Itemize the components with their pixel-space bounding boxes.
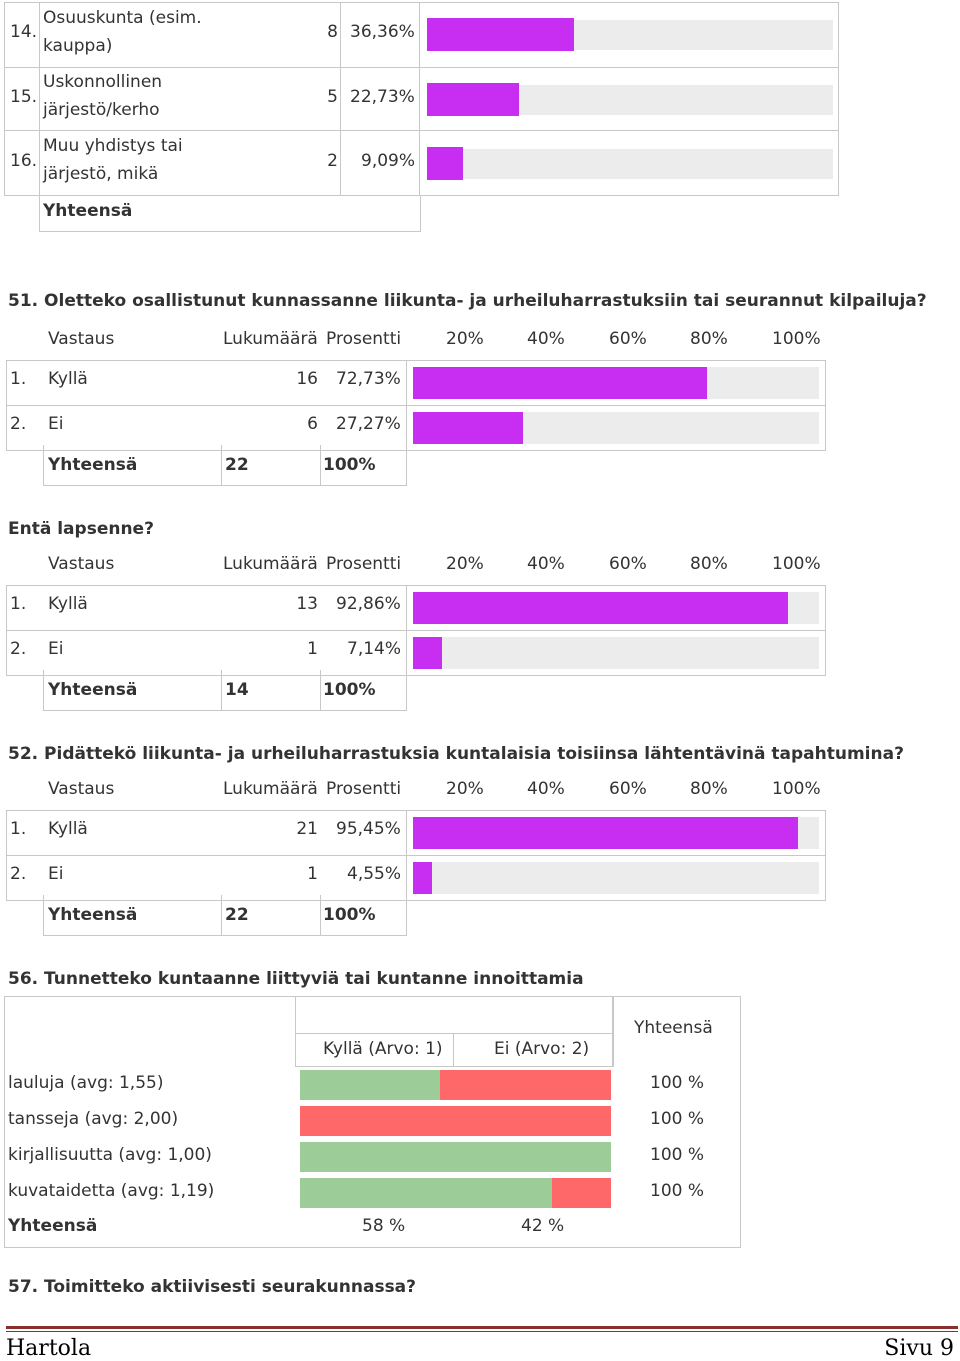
tick-label: 60% — [609, 329, 647, 349]
row-percent: 92,86% — [336, 594, 401, 614]
tick-label: 40% — [527, 329, 565, 349]
row-total: 100 % — [650, 1181, 705, 1201]
bar-yes — [300, 1178, 552, 1208]
row-count: 13 — [296, 594, 318, 614]
header-percent: Prosentti — [326, 329, 402, 349]
row-percent: 72,73% — [336, 369, 401, 389]
row-label: kirjallisuutta (avg: 1,00) — [8, 1145, 212, 1165]
row-total: 100 % — [650, 1145, 705, 1165]
row-count: 1 — [307, 639, 318, 659]
tick-label: 80% — [690, 779, 728, 799]
bar-fill — [413, 367, 707, 399]
row-number: 2. — [10, 414, 27, 434]
row-percent: 4,55% — [347, 864, 402, 884]
total-count: 22 — [225, 455, 249, 475]
table-cell — [295, 996, 613, 1034]
bar-no — [440, 1070, 611, 1100]
tick-label: 100% — [772, 329, 821, 349]
row-label: Ei — [48, 414, 64, 434]
total-no: 42 % — [521, 1216, 565, 1236]
row-label: Uskonnollinen — [43, 72, 163, 92]
row-number: 2. — [10, 639, 27, 659]
row-count: 21 — [296, 819, 318, 839]
header-count: Lukumäärä — [223, 554, 318, 574]
bar-fill — [427, 18, 574, 51]
total-label: Yhteensä — [43, 201, 133, 221]
total-percent: 100% — [323, 455, 376, 475]
total-percent: 100% — [323, 680, 376, 700]
row-count: 5 — [327, 87, 338, 107]
header-answer: Vastaus — [48, 554, 115, 574]
row-count: 6 — [307, 414, 318, 434]
footer-left: Hartola — [6, 1336, 92, 1361]
question-title: 57. Toimitteko aktiivisesti seurakunnassa? — [8, 1277, 417, 1297]
row-percent: 9,09% — [361, 151, 416, 171]
row-label: tansseja (avg: 2,00) — [8, 1109, 179, 1129]
tick-label: 100% — [772, 554, 821, 574]
header-answer: Vastaus — [48, 779, 115, 799]
bar-fill — [427, 147, 463, 180]
total-label: Yhteensä — [48, 680, 138, 700]
bar-fill — [413, 817, 798, 849]
header-no: Ei (Arvo: 2) — [494, 1039, 590, 1059]
footer-rule — [6, 1331, 958, 1332]
question-title: 51. Oletteko osallistunut kunnassanne liikunta- ja urheiluharrastuksiin tai seurannut kilpailuja? — [8, 291, 927, 311]
header-percent: Prosentti — [326, 779, 402, 799]
tick-label: 80% — [690, 554, 728, 574]
row-count: 1 — [307, 864, 318, 884]
footer-rule — [6, 1326, 958, 1329]
total-percent: 100% — [323, 905, 376, 925]
tick-label: 60% — [609, 779, 647, 799]
row-label: kauppa) — [43, 36, 113, 56]
bar-no — [300, 1106, 611, 1136]
total-label: Yhteensä — [48, 455, 138, 475]
footer-right: Sivu 9 — [884, 1336, 954, 1361]
row-label: lauluja (avg: 1,55) — [8, 1073, 164, 1093]
tick-label: 20% — [446, 329, 484, 349]
row-label: Osuuskunta (esim. — [43, 8, 202, 28]
row-count: 2 — [327, 151, 338, 171]
row-label: Ei — [48, 639, 64, 659]
bar-yes — [300, 1070, 440, 1100]
total-yes: 58 % — [362, 1216, 406, 1236]
question-title: 52. Pidättekö liikunta- ja urheiluharrastuksia kuntalaisia toisiinsa lähtentävinä tapahtumina? — [8, 744, 904, 764]
header-answer: Vastaus — [48, 329, 115, 349]
row-number: 16. — [10, 151, 38, 171]
row-number: 1. — [10, 594, 27, 614]
row-count: 8 — [327, 22, 338, 42]
header-count: Lukumäärä — [223, 329, 318, 349]
question-title: Entä lapsenne? — [8, 519, 154, 539]
bar-fill — [413, 412, 523, 444]
bar-track — [413, 862, 819, 894]
row-number: 15. — [10, 87, 38, 107]
total-count: 14 — [225, 680, 249, 700]
row-label: Kyllä — [48, 369, 88, 389]
row-label: kuvataidetta (avg: 1,19) — [8, 1181, 215, 1201]
row-count: 16 — [296, 369, 318, 389]
row-number: 2. — [10, 864, 27, 884]
row-label: Kyllä — [48, 594, 88, 614]
bar-fill — [413, 862, 432, 894]
tick-label: 60% — [609, 554, 647, 574]
row-number: 14. — [10, 22, 38, 42]
tick-label: 40% — [527, 554, 565, 574]
bar-fill — [413, 592, 788, 624]
row-total: 100 % — [650, 1109, 705, 1129]
row-percent: 22,73% — [350, 87, 415, 107]
row-percent: 95,45% — [336, 819, 401, 839]
total-label: Yhteensä — [8, 1216, 98, 1236]
row-percent: 27,27% — [336, 414, 401, 434]
bar-yes — [300, 1142, 611, 1172]
bar-track — [413, 637, 819, 669]
bar-no — [552, 1178, 611, 1208]
row-label: Muu yhdistys tai — [43, 136, 183, 156]
row-total: 100 % — [650, 1073, 705, 1093]
row-number: 1. — [10, 369, 27, 389]
bar-fill — [413, 637, 442, 669]
bar-fill — [427, 83, 519, 116]
tick-label: 20% — [446, 554, 484, 574]
tick-label: 100% — [772, 779, 821, 799]
header-count: Lukumäärä — [223, 779, 318, 799]
row-label: Kyllä — [48, 819, 88, 839]
row-percent: 36,36% — [350, 22, 415, 42]
row-label: järjestö, mikä — [43, 164, 159, 184]
tick-label: 80% — [690, 329, 728, 349]
tick-label: 20% — [446, 779, 484, 799]
total-count: 22 — [225, 905, 249, 925]
row-number: 1. — [10, 819, 27, 839]
header-total: Yhteensä — [634, 1018, 713, 1038]
row-label: Ei — [48, 864, 64, 884]
row-percent: 7,14% — [347, 639, 402, 659]
header-percent: Prosentti — [326, 554, 402, 574]
row-label: järjestö/kerho — [43, 100, 160, 120]
total-label: Yhteensä — [48, 905, 138, 925]
bar-track — [427, 149, 833, 179]
tick-label: 40% — [527, 779, 565, 799]
header-yes: Kyllä (Arvo: 1) — [323, 1039, 443, 1059]
question-title: 56. Tunnetteko kuntaanne liittyviä tai kuntanne innoittamia — [8, 969, 584, 989]
